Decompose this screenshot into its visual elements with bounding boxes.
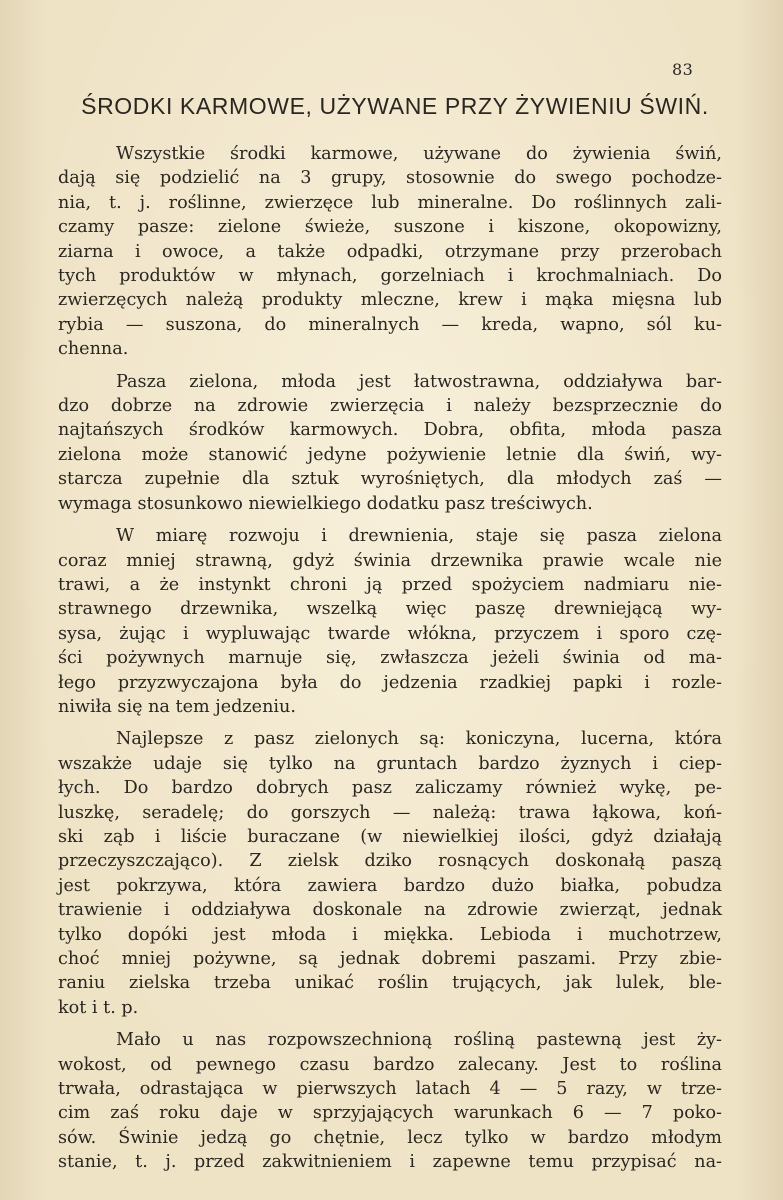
- text-line: ski ząb i liście buraczane (w niewielkiej ilości, gdyż działają: [58, 826, 722, 847]
- text-line: coraz mniej strawną, gdyż świnia drzewnika prawie wcale nie: [58, 550, 722, 571]
- paragraph: [58, 370, 722, 516]
- text-line: starcza zupełnie dla sztuk wyrośniętych, dla młodych zaś —: [58, 469, 722, 490]
- text-line: chenna.: [58, 339, 129, 360]
- text-line: przeczyszczająco). Z zielsk dziko rosnących doskonałą paszą: [58, 851, 722, 872]
- text-line: wokost, od pewnego czasu bardzo zalecany. Jest to roślina: [58, 1054, 722, 1075]
- text-line: rybia — suszona, do mineralnych — kreda, wapno, sól ku-: [58, 314, 722, 335]
- text-line: wymaga stosunkowo niewielkiego dodatku pasz treściwych.: [58, 493, 593, 514]
- text-line: strawnego drzewnika, wszelką więc paszę drewniejącą wy-: [58, 599, 722, 620]
- text-line: jest pokrzywa, która zawiera bardzo dużo białka, pobudza: [58, 875, 722, 896]
- text-line: łego przyzwyczajona była do jedzenia rzadkiej papki i rozle-: [58, 672, 722, 693]
- body-text: [58, 142, 722, 1183]
- text-line: najtańszych środków karmowych. Dobra, obfita, młoda pasza: [58, 420, 722, 441]
- text-line: trawienie i oddziaływa doskonale na zdrowie zwierząt, jednak: [58, 900, 722, 921]
- text-line: ści pożywnych marnuje się, zwłaszcza jeżeli świnia od ma-: [58, 648, 722, 669]
- text-line: wszakże udaje się tylko na gruntach bardzo żyznych i ciep-: [58, 753, 722, 774]
- text-line: raniu zielska trzeba unikać roślin trujących, jak lulek, ble-: [58, 973, 722, 994]
- text-line: W miarę rozwoju i drewnienia, staje się pasza zielona: [116, 526, 722, 547]
- text-line: tych produktów w młynach, gorzelniach i krochmalniach. Do: [58, 266, 722, 287]
- text-line: łych. Do bardzo dobrych pasz zaliczamy również wykę, pe-: [58, 778, 722, 799]
- text-line: ziarna i owoce, a także odpadki, otrzymane przy przerobach: [58, 241, 722, 262]
- text-line: tylko dopóki jest młoda i miękka. Lebioda i muchotrzew,: [58, 924, 722, 945]
- text-line: zwierzęcych należą produkty mleczne, krew i mąka mięsna lub: [58, 290, 722, 311]
- text-line: dają się podzielić na 3 grupy, stosownie do swego pochodze-: [58, 168, 722, 189]
- text-line: luszkę, seradelę; do gorszych — należą: trawa łąkowa, koń-: [58, 802, 722, 823]
- text-line: sów. Świnie jedzą go chętnie, lecz tylko w bardzo młodym: [58, 1127, 722, 1148]
- text-line: kot i t. p.: [58, 997, 139, 1018]
- text-line: Najlepsze z pasz zielonych są: koniczyna, lucerna, która: [116, 729, 722, 750]
- page-number: 83: [672, 60, 694, 79]
- text-line: czamy pasze: zielone świeże, suszone i kiszone, okopowizny,: [58, 217, 722, 238]
- text-line: dzo dobrze na zdrowie zwierzęcia i należy bezsprzecznie do: [58, 396, 722, 417]
- text-line: stanie, t. j. przed zakwitnieniem i zapewne temu przypisać na-: [58, 1152, 722, 1173]
- text-line: trawi, a że instynkt chroni ją przed spożyciem nadmiaru nie-: [58, 574, 722, 595]
- chapter-title: ŚRODKI KARMOWE, UŻYWANE PRZY ŻYWIENIU ŚWIŃ.: [81, 93, 709, 119]
- paragraph: [58, 1028, 722, 1174]
- text-line: Mało u nas rozpowszechnioną rośliną pastewną jest ży-: [116, 1030, 722, 1051]
- text-line: niwiła się na tem jedzeniu.: [58, 696, 296, 717]
- text-line: sysa, żując i wypluwając twarde włókna, przyczem i sporo czę-: [58, 623, 722, 644]
- text-line: Pasza zielona, młoda jest łatwostrawna, oddziaływa bar-: [116, 371, 722, 392]
- paragraph: [58, 524, 722, 719]
- paragraph: [58, 727, 722, 1020]
- text-line: trwała, odrastająca w pierwszych latach 4 — 5 razy, w trze-: [58, 1079, 722, 1100]
- text-line: zielona może stanowić jedyne pożywienie letnie dla świń, wy-: [58, 444, 722, 465]
- text-line: Wszystkie środki karmowe, używane do żywienia świń,: [116, 144, 722, 164]
- paragraph: [58, 142, 722, 362]
- text-line: cim zaś roku daje w sprzyjających warunkach 6 — 7 poko-: [58, 1103, 722, 1124]
- text-line: choć mniej pożywne, są jednak dobremi paszami. Przy zbie-: [58, 949, 722, 969]
- text-line: nia, t. j. roślinne, zwierzęce lub mineralne. Do roślinnych zali-: [58, 192, 722, 213]
